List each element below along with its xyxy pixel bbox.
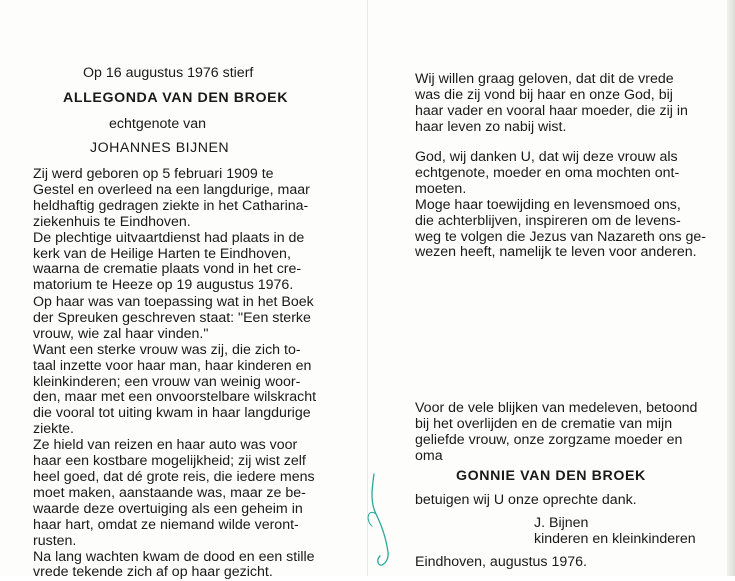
text-line: geliefde vrouw, onze zorgzame moeder en [415, 431, 683, 448]
text-line: Moge haar toewijding en levensmoed ons, [415, 196, 681, 213]
text-line: oma [415, 447, 443, 464]
deceased-name: ALLEGONDA VAN DEN BROEK [63, 90, 289, 106]
thanks-name: GONNIE VAN DEN BROEK [456, 468, 646, 484]
prayer-paragraph [415, 150, 706, 261]
text-line: rusten. [33, 532, 77, 549]
text-line: waarde deze overtuiging als een geheim in [33, 500, 303, 517]
text-line: ziekte. [33, 421, 75, 438]
text-line: weg te volgen die Jezus van Nazareth ons ge- [415, 228, 707, 245]
text-line: Op haar was van toepassing wat in het Boek [33, 294, 314, 310]
text-line: matorium te Heeze op 19 augustus 1976. [33, 277, 294, 294]
text-line: die achterblijven, inspireren om de levens- [415, 212, 681, 229]
text-line: taal inzette voor haar man, haar kinderen en [33, 357, 312, 374]
text-line: wezen heeft, namelijk te leven voor anderen. [415, 244, 697, 261]
intro-line: Op 16 augustus 1976 stierf [83, 65, 254, 81]
text-line: der Spreuken geschreven staat: "Een sterke [33, 309, 311, 326]
biography-paragraph [33, 167, 310, 294]
text-line: Wij willen graag geloven, dat dit de vrede [415, 71, 674, 87]
text-line: den, maar met een onvoorstelbare wilskracht [33, 389, 317, 406]
text-line: Ze hield van reizen en haar auto was voor [33, 437, 298, 454]
text-line: De plechtige uitvaartdienst had plaats in de [33, 229, 305, 246]
spouse-name: JOHANNES BIJNEN [90, 140, 230, 156]
text-line: heldhaftig gedragen ziekte in het Catharina- [33, 197, 309, 214]
text-line: haar leven zo nabij wist. [415, 118, 567, 135]
text-line: haar hart, omdat ze niemand wilde veront- [33, 516, 299, 533]
text-line: moet maken, aanstaande was, maar ze be- [33, 484, 306, 501]
place-date: Eindhoven, augustus 1976. [415, 554, 587, 570]
text-line: vrouw, wie zal haar vinden." [33, 325, 209, 342]
text-line: was die zij vond bij haar en onze God, bij [415, 86, 673, 103]
text-line: Voor de vele blijken van medeleven, betoond [415, 400, 698, 416]
thanks-paragraph [415, 401, 697, 465]
text-line: Gestel en overleed na een langdurige, maar [33, 181, 310, 198]
text-line: moeten. [415, 180, 467, 197]
text-line: haar vader en vooral haar moeder, die zij in [415, 102, 688, 119]
text-line: vrede tekende zich af op haar gezicht. [33, 564, 273, 581]
text-line: Zij werd geboren op 5 februari 1909 te [33, 166, 274, 182]
text-line: die vooral tot uiting kwam in haar langdurige [33, 405, 311, 422]
faith-paragraph [415, 72, 688, 136]
text-line: God, wij danken U, dat wij deze vrouw als [415, 149, 678, 165]
thanks-line: betuigen wij U onze oprechte dank. [415, 492, 637, 508]
text-line: haar een kostbare mogelijkheid; zij wist zelf [33, 453, 306, 470]
text-line: kerk van de Heilige Harten te Eindhoven, [33, 245, 291, 262]
text-line: kleinkinderen; een vrouw van weinig woor- [33, 373, 301, 390]
text-line: heel goed, dat dé grote reis, die iedere mens [33, 468, 315, 485]
text-line: bij het overlijden en de crematie van mijn [415, 415, 673, 432]
text-line: Na lang wachten kwam de dood en een stille [33, 548, 315, 565]
pen-mark [360, 468, 400, 568]
text-line: Want een sterke vrouw was zij, die zich to- [33, 341, 301, 358]
text-line: waarna de crematie plaats vond in het cre- [33, 261, 302, 278]
text-line: ziekenhuis te Eindhoven. [33, 213, 191, 230]
relation-line: echtgenote van [109, 116, 207, 132]
signer-name: J. Bijnen [534, 515, 589, 531]
signer-family: kinderen en kleinkinderen [534, 531, 696, 547]
tribute-paragraph [33, 295, 316, 581]
card-edge [727, 0, 735, 576]
text-line: echtgenote, moeder en oma mochten ont- [415, 164, 680, 181]
